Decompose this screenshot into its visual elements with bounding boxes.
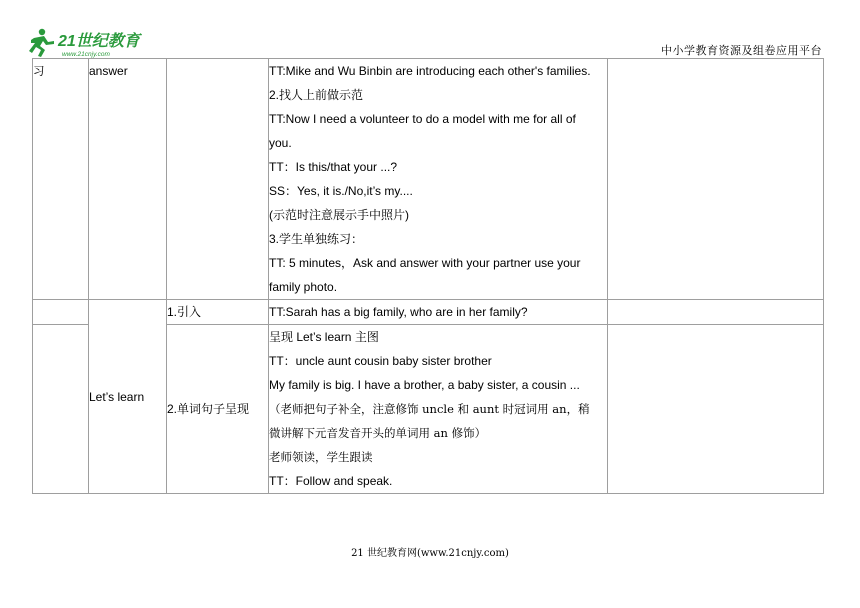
- page-header: [0, 0, 860, 60]
- content-cell: [269, 300, 608, 325]
- content-line: 2.找人上前做示范: [269, 88, 364, 102]
- activity-cell: [89, 59, 167, 300]
- content-line: TT：uncle aunt cousin baby sister brother: [269, 354, 492, 368]
- logo-subtext: www.21cnjy.com: [62, 51, 110, 58]
- step-label: 2.单词句子呈现: [167, 402, 250, 416]
- step-cell: [167, 59, 269, 300]
- content-line: you.: [269, 136, 292, 150]
- lesson-table: [32, 58, 824, 494]
- stage-label: 习: [33, 64, 45, 78]
- content-line: (示范时注意展示手中照片): [269, 208, 409, 222]
- content-line: （老师把句子补全，注意修饰 uncle 和 aunt 时冠词用 an，稍: [269, 402, 590, 416]
- section-label: Let’s learn: [89, 389, 145, 404]
- platform-title: 中小学教育资源及组卷应用平台: [661, 44, 822, 57]
- content-line: TT：Is this/that your ...?: [269, 160, 398, 174]
- content-line: TT:Sarah has a big family, who are in her family?: [269, 305, 528, 319]
- table-row: [33, 59, 824, 300]
- section-cell: [89, 300, 167, 494]
- content-cell: [269, 325, 608, 494]
- content-line: family photo.: [269, 280, 338, 294]
- content-cell: [269, 59, 608, 300]
- notes-cell: [608, 59, 824, 300]
- notes-cell: [608, 300, 824, 325]
- table-row: [33, 300, 824, 325]
- content-line: 老师领读，学生跟读: [269, 450, 373, 464]
- content-line: 3.学生单独练习：: [269, 232, 364, 246]
- step-cell: [167, 300, 269, 325]
- content-line: TT: 5 minutes，Ask and answer with your partner use your: [269, 256, 581, 270]
- activity-label: answer: [89, 64, 128, 78]
- step-label: 1.引入: [167, 305, 202, 319]
- stage-cell: [33, 325, 89, 494]
- stage-cell: [33, 59, 89, 300]
- content-line: 微讲解下元音发音开头的单词用 an 修饰）: [269, 426, 487, 440]
- content-line: TT:Now I need a volunteer to do a model with me for all of: [269, 112, 576, 126]
- logo-text: 21世纪教育: [58, 33, 140, 50]
- runner-icon: [29, 29, 54, 57]
- page-footer: 21 世纪教育网(www.21cnjy.com): [351, 548, 509, 559]
- content-line: TT：Follow and speak.: [269, 474, 393, 488]
- content-line: 呈现 Let’s learn 主图: [269, 330, 379, 344]
- content-line: TT:Mike and Wu Binbin are introducing each other's families.: [269, 64, 591, 78]
- content-line: SS：Yes, it is./No,it’s my....: [269, 184, 413, 198]
- site-logo: [28, 26, 148, 60]
- step-cell: [167, 325, 269, 494]
- content-line: My family is big. I have a brother, a baby sister, a cousin ...: [269, 378, 580, 392]
- stage-cell: [33, 300, 89, 325]
- notes-cell: [608, 325, 824, 494]
